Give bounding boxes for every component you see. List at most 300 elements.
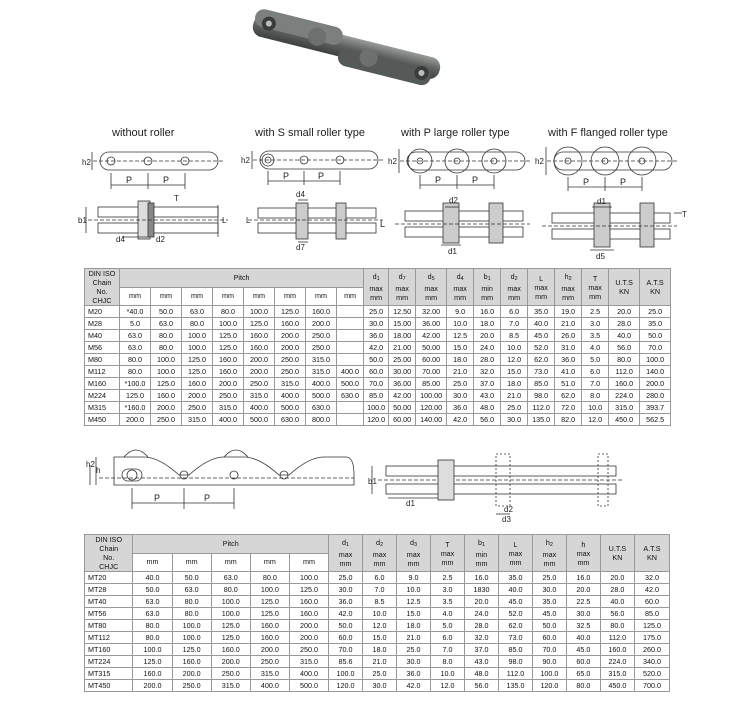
value-cell: 19.0 (555, 306, 582, 318)
value-cell: 100.0 (211, 596, 250, 608)
value-cell: 50.0 (532, 620, 566, 632)
value-cell: 250.0 (306, 330, 337, 342)
chain-no-cell: MT112 (85, 632, 133, 644)
value-cell: 21.0 (447, 366, 474, 378)
value-cell: 100.0 (213, 318, 244, 330)
header-col: b1 min mm (464, 535, 498, 572)
value-cell: 18.00 (389, 330, 416, 342)
value-cell: 15.0 (447, 342, 474, 354)
value-cell: 12.0 (431, 680, 465, 692)
value-cell: 120.0 (532, 680, 566, 692)
value-cell: 80.0 (250, 572, 289, 584)
table-row (85, 596, 670, 608)
value-cell: 48.0 (464, 668, 498, 680)
value-cell: 160.0 (250, 632, 289, 644)
value-cell: 400.0 (250, 680, 289, 692)
table-row (85, 330, 671, 342)
header-chain-no: DIN ISO Chain No. CHJC (85, 269, 120, 306)
label-p: P (620, 177, 627, 187)
label-p: P (583, 177, 590, 187)
value-cell: 32.00 (416, 306, 447, 318)
value-cell: 100.0 (289, 572, 328, 584)
spec-table-mt-series (84, 534, 670, 692)
value-cell: 43.0 (464, 656, 498, 668)
value-cell: 70.0 (364, 378, 389, 390)
chain-no-cell: M224 (85, 390, 120, 402)
value-cell: 140.0 (640, 366, 671, 378)
value-cell: 125.0 (151, 378, 182, 390)
value-cell: 2.5 (431, 572, 465, 584)
value-cell: 73.0 (498, 632, 532, 644)
value-cell: 25.0 (329, 572, 363, 584)
value-cell: 12.0 (582, 414, 609, 426)
value-cell: 140.00 (416, 414, 447, 426)
chain-no-cell: MT28 (85, 584, 133, 596)
value-cell: 10.0 (501, 342, 528, 354)
value-cell: 315.0 (275, 378, 306, 390)
value-cell: 200.0 (151, 402, 182, 414)
value-cell: 21.0 (501, 390, 528, 402)
table-row (85, 668, 670, 680)
value-cell: 20.0 (566, 584, 600, 596)
value-cell: 250.0 (275, 366, 306, 378)
value-cell: 30.0 (501, 414, 528, 426)
value-cell: 56.0 (474, 414, 501, 426)
label-d1: d1 (448, 247, 457, 255)
value-cell: 62.0 (528, 354, 555, 366)
value-cell: 85.6 (329, 656, 363, 668)
value-cell: 500.0 (289, 680, 328, 692)
value-cell: 4.0 (431, 608, 465, 620)
value-cell: 21.0 (363, 656, 397, 668)
value-cell: 160.0 (275, 318, 306, 330)
value-cell: 393.7 (640, 402, 671, 414)
value-cell: 100.0 (364, 402, 389, 414)
value-cell: 224.0 (600, 656, 634, 668)
value-cell: 315.0 (609, 402, 640, 414)
header-pitch-unit: mm (289, 553, 328, 572)
value-cell: 25.00 (389, 354, 416, 366)
value-cell: 60.0 (364, 366, 389, 378)
value-cell: 65.0 (566, 668, 600, 680)
chain-no-cell: MT450 (85, 680, 133, 692)
value-cell: 32.0 (464, 632, 498, 644)
value-cell: 36.0 (555, 354, 582, 366)
value-cell: 40.0 (566, 632, 600, 644)
value-cell: 73.0 (528, 366, 555, 378)
value-cell: 250.0 (151, 414, 182, 426)
value-cell: 200.0 (120, 414, 151, 426)
value-cell: 25.0 (532, 572, 566, 584)
diagram-mt-side-view (84, 445, 356, 515)
value-cell: 125.0 (120, 390, 151, 402)
value-cell: 160.0 (244, 342, 275, 354)
value-cell: 3.5 (582, 330, 609, 342)
value-cell: 62.0 (555, 390, 582, 402)
table-row (85, 572, 670, 584)
value-cell: 45.0 (566, 644, 600, 656)
value-cell: 35.0 (640, 318, 671, 330)
table-row (85, 318, 671, 330)
chain-no-cell: MT56 (85, 608, 133, 620)
value-cell: 45.0 (532, 608, 566, 620)
label-p: P (126, 175, 133, 185)
value-cell: 630.0 (275, 414, 306, 426)
value-cell: 5.0 (582, 354, 609, 366)
label-h: h (96, 466, 101, 475)
value-cell: 63.0 (172, 584, 211, 596)
table-row (85, 584, 670, 596)
value-cell: 21.00 (389, 342, 416, 354)
label-p: P (472, 175, 479, 185)
value-cell: 120.0 (364, 414, 389, 426)
value-cell: 120.00 (416, 402, 447, 414)
header-pitch: Pitch (133, 535, 329, 554)
header-col: b1 min mm (474, 269, 501, 306)
value-cell: 12.5 (447, 330, 474, 342)
value-cell: 21.0 (555, 318, 582, 330)
value-cell: 125.0 (244, 318, 275, 330)
value-cell: 30.00 (389, 366, 416, 378)
header-col: d1 max mm (364, 269, 389, 306)
value-cell: 80.0 (133, 620, 172, 632)
value-cell: 125.0 (250, 608, 289, 620)
value-cell: 10.0 (431, 668, 465, 680)
header-col: A.T.S KN (640, 269, 671, 306)
value-cell: 25.0 (363, 668, 397, 680)
value-cell: 100.0 (151, 354, 182, 366)
value-cell: 100.0 (182, 342, 213, 354)
value-cell: 45.0 (528, 330, 555, 342)
label-d4: d4 (116, 235, 125, 244)
value-cell: 100.0 (172, 620, 211, 632)
value-cell: 200.0 (306, 318, 337, 330)
value-cell: 28.0 (464, 620, 498, 632)
value-cell: 340.0 (634, 656, 669, 668)
value-cell: 63.0 (133, 608, 172, 620)
value-cell: 160.0 (172, 656, 211, 668)
value-cell (337, 414, 364, 426)
value-cell: 24.0 (474, 342, 501, 354)
label-p: P (435, 175, 442, 185)
header-col: d5 max mm (416, 269, 447, 306)
value-cell: 250.0 (306, 342, 337, 354)
value-cell: 40.0 (609, 330, 640, 342)
header-col: U.T.S KN (600, 535, 634, 572)
value-cell: 42.0 (397, 680, 431, 692)
label-l-s-right: L (380, 219, 386, 229)
value-cell: 42.0 (329, 608, 363, 620)
value-cell: 200.0 (182, 390, 213, 402)
value-cell: 35.0 (528, 306, 555, 318)
header-row (85, 535, 670, 554)
value-cell: 6.0 (501, 306, 528, 318)
value-cell: 18.0 (363, 644, 397, 656)
value-cell: 25.0 (501, 402, 528, 414)
value-cell: 16.0 (474, 306, 501, 318)
header-pitch-unit: mm (306, 287, 337, 306)
header-pitch-unit: mm (182, 287, 213, 306)
value-cell: 112.0 (498, 668, 532, 680)
label-t: T (174, 194, 179, 203)
value-cell: 160.0 (182, 378, 213, 390)
value-cell: 28.0 (474, 354, 501, 366)
header-col: d2 max mm (501, 269, 528, 306)
value-cell (337, 354, 364, 366)
caption-without-roller: without roller (112, 127, 175, 139)
value-cell: 125.0 (213, 330, 244, 342)
label-l: L (222, 216, 227, 225)
value-cell: 32.0 (634, 572, 669, 584)
header-pitch: Pitch (120, 269, 364, 288)
value-cell: 5.0 (120, 318, 151, 330)
value-cell: 112.0 (528, 402, 555, 414)
spec-table-m-series (84, 268, 671, 426)
value-cell: 1830 (464, 584, 498, 596)
value-cell: 85.0 (498, 644, 532, 656)
chain-no-cell: M315 (85, 402, 120, 414)
value-cell: 200.0 (640, 378, 671, 390)
value-cell: 98.0 (498, 656, 532, 668)
label-p: P (283, 171, 290, 181)
chain-no-cell: M112 (85, 366, 120, 378)
value-cell: 135.0 (498, 680, 532, 692)
label-d2: d2 (504, 505, 513, 514)
value-cell: 82.0 (555, 414, 582, 426)
value-cell: 60.0 (532, 632, 566, 644)
value-cell: 40.0 (498, 584, 532, 596)
value-cell: 315.0 (250, 668, 289, 680)
value-cell: 160.0 (213, 354, 244, 366)
header-col: L max mm (528, 269, 555, 306)
value-cell: 100.0 (211, 608, 250, 620)
diagram-mt-top-view (368, 452, 630, 524)
value-cell: 200.0 (211, 656, 250, 668)
header-col: A.T.S KN (634, 535, 669, 572)
diagram-p-large-roller (385, 143, 533, 255)
value-cell: 125.0 (634, 620, 669, 632)
value-cell: 85.00 (416, 378, 447, 390)
diagram-without-roller (78, 145, 228, 255)
value-cell: 15.0 (397, 608, 431, 620)
value-cell: 56.0 (600, 608, 634, 620)
value-cell: 25.0 (447, 378, 474, 390)
value-cell: 400.0 (337, 366, 364, 378)
value-cell: 37.0 (474, 378, 501, 390)
value-cell: 250.0 (211, 668, 250, 680)
value-cell: 8.5 (501, 330, 528, 342)
value-cell: 630.0 (337, 390, 364, 402)
value-cell: 36.0 (447, 402, 474, 414)
header-pitch-unit: mm (120, 287, 151, 306)
value-cell: 112.0 (600, 632, 634, 644)
value-cell: 45.0 (498, 596, 532, 608)
value-cell: 25.0 (397, 644, 431, 656)
value-cell: 160.0 (250, 620, 289, 632)
value-cell: 125.0 (211, 620, 250, 632)
value-cell: 100.00 (416, 390, 447, 402)
value-cell: 40.0 (133, 572, 172, 584)
label-d4: d4 (296, 190, 305, 199)
value-cell: 400.0 (275, 390, 306, 402)
value-cell: 42.00 (389, 390, 416, 402)
value-cell: 100.0 (172, 632, 211, 644)
value-cell: 500.0 (337, 378, 364, 390)
value-cell: 12.0 (501, 354, 528, 366)
value-cell: 50.0 (364, 354, 389, 366)
header-pitch-unit: mm (213, 287, 244, 306)
caption-p-large-roller: with P large roller type (401, 127, 510, 139)
value-cell: 100.0 (532, 668, 566, 680)
diagram-f-flanged-roller (532, 143, 690, 261)
value-cell: 56.0 (609, 342, 640, 354)
value-cell: 6.0 (431, 632, 465, 644)
value-cell: 12.0 (363, 620, 397, 632)
value-cell: 135.0 (528, 414, 555, 426)
value-cell: 80.0 (213, 306, 244, 318)
chain-no-cell: MT40 (85, 596, 133, 608)
value-cell: 70.0 (532, 644, 566, 656)
value-cell: 80.0 (609, 354, 640, 366)
value-cell: 125.0 (182, 354, 213, 366)
label-h2: h2 (388, 157, 397, 166)
value-cell: 62.0 (498, 620, 532, 632)
value-cell: 18.0 (501, 378, 528, 390)
value-cell: 315.0 (306, 366, 337, 378)
value-cell: 25.0 (364, 306, 389, 318)
value-cell: 16.0 (566, 572, 600, 584)
value-cell: 450.0 (600, 680, 634, 692)
value-cell: 400.0 (213, 414, 244, 426)
value-cell: 250.0 (182, 402, 213, 414)
value-cell: 400.0 (244, 402, 275, 414)
value-cell: 160.0 (244, 330, 275, 342)
value-cell: 7.0 (501, 318, 528, 330)
chain-no-cell: M450 (85, 414, 120, 426)
value-cell: 280.0 (640, 390, 671, 402)
value-cell: 80.0 (151, 342, 182, 354)
value-cell: 250.0 (250, 656, 289, 668)
value-cell: 32.5 (566, 620, 600, 632)
header-pitch-unit: mm (250, 553, 289, 572)
value-cell: 52.0 (498, 608, 532, 620)
value-cell: 630.0 (306, 402, 337, 414)
value-cell: 315.0 (244, 390, 275, 402)
value-cell: 100.0 (182, 330, 213, 342)
value-cell: 31.0 (555, 342, 582, 354)
value-cell: 60.0 (634, 596, 669, 608)
value-cell: 500.0 (244, 414, 275, 426)
header-col: T max mm (431, 535, 465, 572)
header-pitch-unit: mm (275, 287, 306, 306)
value-cell: 8.0 (582, 390, 609, 402)
header-col: d3 max mm (397, 535, 431, 572)
value-cell: 100.0 (640, 354, 671, 366)
value-cell: 100.0 (133, 644, 172, 656)
value-cell: 35.0 (498, 572, 532, 584)
chain-no-cell: MT224 (85, 656, 133, 668)
value-cell: 2.5 (582, 306, 609, 318)
header-col: h2 max mm (555, 269, 582, 306)
value-cell: 700.0 (634, 680, 669, 692)
table-row (85, 306, 671, 318)
value-cell: 520.0 (634, 668, 669, 680)
value-cell: 30.0 (397, 656, 431, 668)
header-pitch-unit: mm (172, 553, 211, 572)
table-row (85, 414, 671, 426)
value-cell: 30.0 (329, 584, 363, 596)
value-cell: 50.0 (640, 330, 671, 342)
value-cell: 42.00 (416, 330, 447, 342)
label-h2: h2 (86, 460, 95, 469)
value-cell: 500.0 (306, 390, 337, 402)
header-col: L max mm (498, 535, 532, 572)
value-cell: 60.0 (329, 632, 363, 644)
label-p: P (163, 175, 170, 185)
value-cell: 30.0 (566, 608, 600, 620)
value-cell: 160.0 (289, 596, 328, 608)
value-cell: 800.0 (306, 414, 337, 426)
value-cell: 70.0 (640, 342, 671, 354)
value-cell: 400.0 (289, 668, 328, 680)
value-cell: 10.0 (582, 402, 609, 414)
header-pitch-unit: mm (211, 553, 250, 572)
value-cell: 10.0 (447, 318, 474, 330)
value-cell: 60.00 (416, 354, 447, 366)
chain-no-cell: M28 (85, 318, 120, 330)
value-cell: 72.0 (555, 402, 582, 414)
value-cell: 15.00 (389, 318, 416, 330)
header-col: d1 max mm (329, 535, 363, 572)
table-row (85, 632, 670, 644)
value-cell: 36.00 (416, 318, 447, 330)
value-cell: 315.0 (211, 680, 250, 692)
value-cell: 175.0 (634, 632, 669, 644)
value-cell: 22.5 (566, 596, 600, 608)
value-cell (337, 330, 364, 342)
chain-no-cell: MT80 (85, 620, 133, 632)
header-pitch-unit: mm (337, 287, 364, 306)
value-cell: 315.0 (600, 668, 634, 680)
value-cell: 80.0 (172, 596, 211, 608)
value-cell: 9.0 (397, 572, 431, 584)
value-cell: 30.0 (447, 390, 474, 402)
value-cell: 18.0 (474, 318, 501, 330)
value-cell: 85.0 (528, 378, 555, 390)
value-cell: 63.0 (133, 596, 172, 608)
chain-no-cell: MT160 (85, 644, 133, 656)
caption-s-small-roller: with S small roller type (255, 127, 366, 139)
value-cell: 250.0 (213, 390, 244, 402)
label-d2: d2 (449, 196, 458, 205)
value-cell: 250.0 (244, 378, 275, 390)
value-cell: 160.0 (211, 644, 250, 656)
label-d7: d7 (296, 243, 305, 252)
label-d3: d3 (502, 515, 511, 524)
value-cell: 16.0 (464, 572, 498, 584)
value-cell: 315.0 (213, 402, 244, 414)
value-cell: 63.0 (120, 342, 151, 354)
value-cell: 125.0 (213, 342, 244, 354)
value-cell: 43.0 (474, 390, 501, 402)
header-chain-no: DIN ISO Chain No. CHJC (85, 535, 133, 572)
value-cell: 450.0 (609, 414, 640, 426)
chain-no-cell: M56 (85, 342, 120, 354)
value-cell: 10.0 (363, 608, 397, 620)
value-cell: 7.0 (582, 378, 609, 390)
value-cell: 9.0 (447, 306, 474, 318)
value-cell: 50.0 (329, 620, 363, 632)
